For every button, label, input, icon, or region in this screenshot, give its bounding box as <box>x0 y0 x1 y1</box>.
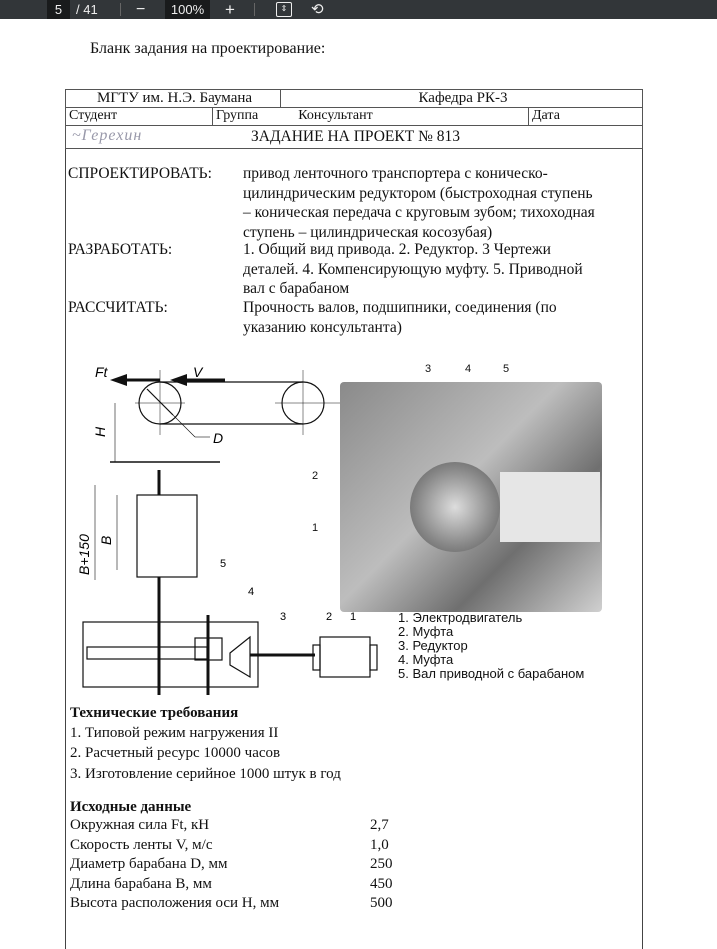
zoom-in-button[interactable]: + <box>225 0 235 19</box>
tech-requirements <box>70 704 341 783</box>
parts-legend <box>398 611 584 681</box>
text-line: 2. Муфта <box>398 624 454 639</box>
text-line: деталей. 4. Компенсирующую муфту. 5. Приводной <box>243 260 583 278</box>
consultant-label: Консультант <box>298 108 373 123</box>
text-line: 250 <box>370 856 393 872</box>
text-line: 3. Изготовление серийное 1000 штук в год <box>70 766 341 782</box>
speed-label: V <box>193 364 203 380</box>
text-line: Скорость ленты V, м/с <box>70 836 213 853</box>
text-line <box>110 374 225 386</box>
page-number-input[interactable]: 5 <box>47 0 70 19</box>
divider <box>120 3 121 16</box>
diameter-label: D <box>213 430 224 446</box>
text-line: Диаметр барабана D, мм <box>70 856 228 872</box>
text-line: – коническая передача с круговым зубом; тихоходная <box>243 204 595 221</box>
data-row <box>70 875 490 895</box>
date-cell: Дата <box>528 107 643 126</box>
section-label: РАЗРАБОТАТЬ: <box>68 241 173 258</box>
section-label: РАССЧИТАТЬ: <box>68 299 168 316</box>
data-row <box>70 894 490 914</box>
text-line <box>313 645 320 670</box>
gearbox-outline <box>83 622 258 687</box>
tech-title: Технические требования <box>70 705 239 721</box>
zoom-level-input[interactable]: 100% <box>165 0 210 19</box>
text-line: 500 <box>370 895 393 911</box>
photo-label: 5 <box>503 363 510 375</box>
section-text <box>243 164 638 242</box>
student-cell: Студент <box>65 107 213 126</box>
text-line <box>110 374 127 386</box>
text-line: вал с барабаном <box>243 280 350 297</box>
photo-label: 4 <box>465 363 472 375</box>
group-label: Группа <box>216 108 259 123</box>
text-line <box>173 415 195 437</box>
text-line: 2. Расчетный ресурс 10000 часов <box>70 745 281 761</box>
motor-image <box>410 462 500 552</box>
page-total: / 41 <box>76 2 98 17</box>
section-text <box>243 298 638 337</box>
text-line: 3. Редуктор <box>398 638 468 653</box>
photo-label: 3 <box>425 363 432 375</box>
handwritten-signature: ~Герехин <box>72 127 143 144</box>
part-number: 5 <box>220 558 227 570</box>
text-line: 1. Электродвигатель <box>398 610 523 625</box>
group-consultant-cell <box>212 107 529 126</box>
text-line <box>170 374 187 386</box>
part-number: 2 <box>326 611 333 623</box>
text-line: указанию консультанта) <box>243 318 402 336</box>
department-cell: Кафедра РК-3 <box>280 89 643 108</box>
data-row <box>70 836 490 856</box>
fit-page-icon[interactable]: ⇕ <box>276 2 292 17</box>
text-line: 2,7 <box>370 817 389 833</box>
rotate-icon[interactable]: ⟲ <box>311 1 324 18</box>
text-line <box>220 558 356 623</box>
force-label: Ft <box>95 364 108 380</box>
text-line: привод ленточного транспортера с коническо- <box>243 165 548 182</box>
drum-side-view <box>137 495 197 577</box>
text-line: 1,0 <box>370 836 389 853</box>
part-number: 3 <box>280 611 287 623</box>
length-label: B <box>98 535 114 545</box>
motor-symbol <box>320 637 370 677</box>
text-line: цилиндрическим редуктором (быстроходная ступень <box>243 184 593 202</box>
section-label: СПРОЕКТИРОВАТЬ: <box>68 165 212 182</box>
part-number: 4 <box>248 586 255 598</box>
data-row <box>70 816 490 836</box>
text-line: ступень – цилиндрическая косозубая) <box>243 223 493 241</box>
text-line: 1. Общий вид привода. 2. Редуктор. 3 Чертежи <box>243 241 551 258</box>
photo-label: 2 <box>312 470 319 482</box>
text-line: Окружная сила Ft, кН <box>70 817 210 833</box>
text-line <box>230 637 250 677</box>
section-text <box>243 240 638 299</box>
input-title: Исходные данные <box>70 799 192 815</box>
divider <box>254 3 255 16</box>
text-line: Высота расположения оси H, мм <box>70 895 280 911</box>
page-heading: Бланк задания на проектирование: <box>90 40 326 57</box>
zoom-out-button[interactable]: − <box>136 1 146 18</box>
text-line: 1. Типовой режим нагружения II <box>70 725 279 741</box>
text-line <box>83 370 377 695</box>
assignment-title: ЗАДАНИЕ НА ПРОЕКТ № 813 <box>65 125 643 149</box>
pdf-toolbar <box>0 0 717 19</box>
text-line: 4. Муфта <box>398 652 454 667</box>
text-line <box>87 647 207 659</box>
text-line: 450 <box>370 875 393 892</box>
input-data <box>70 798 490 914</box>
text-line <box>370 645 377 670</box>
photo-label: 1 <box>312 522 319 534</box>
text-line: Длина барабана B, мм <box>70 875 212 892</box>
university-cell: МГТУ им. Н.Э. Баумана <box>65 89 281 108</box>
text-line: 5. Вал приводной с барабаном <box>398 666 585 681</box>
length-plus-label: B+150 <box>76 534 92 575</box>
height-label: H <box>92 426 108 437</box>
drum-image <box>500 472 600 542</box>
part-number: 1 <box>350 611 357 623</box>
text-line: Прочность валов, подшипники, соединения (по <box>243 299 557 316</box>
data-row <box>70 855 490 875</box>
drive-kinematic-diagram <box>65 355 395 695</box>
